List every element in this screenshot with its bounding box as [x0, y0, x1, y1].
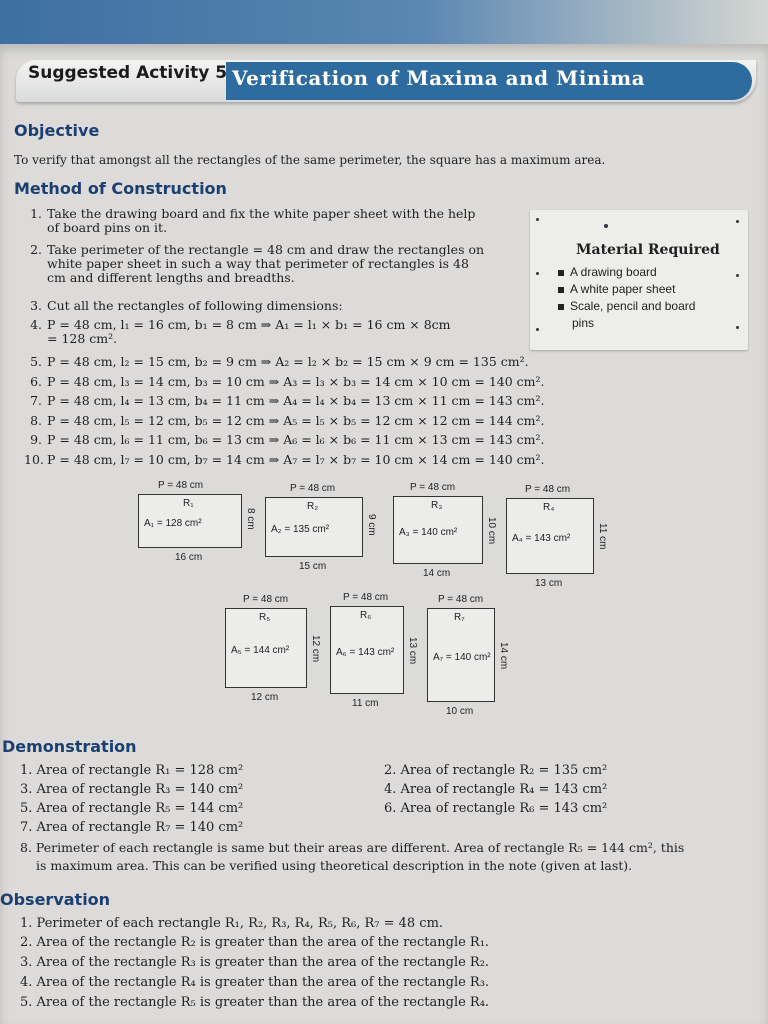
- step-number: 7.: [30, 393, 42, 408]
- rect-breadth-label: 9 cm: [366, 514, 377, 536]
- demonstration-heading: Demonstration: [2, 737, 137, 756]
- rect-name-label: R₆: [360, 610, 372, 621]
- material-heading: Material Required: [576, 242, 720, 258]
- rect-length-label: 11 cm: [352, 698, 379, 709]
- demo-point-8: 8. Perimeter of each rectangle is same but their areas are different. Area of rectangle R₅ = 144 cm², this: [20, 840, 685, 855]
- bullet-icon: [558, 270, 564, 276]
- method-heading: Method of Construction: [14, 179, 227, 198]
- method-step-line: [24, 452, 545, 468]
- step-number: 5.: [30, 354, 42, 369]
- step-text: Take perimeter of the rectangle = 48 cm and draw the rectangles on: [47, 242, 485, 257]
- pushpin-icon: [604, 224, 608, 228]
- demo-item: 2. Area of rectangle R₂ = 135 cm²: [384, 763, 608, 778]
- material-item-label: A white paper sheet: [570, 282, 676, 296]
- step-number: 1.: [30, 206, 42, 221]
- observation-heading: Observation: [0, 890, 111, 909]
- rect-perimeter-label: P = 48 cm: [343, 592, 389, 603]
- step-number: 4.: [30, 317, 42, 332]
- rect-name-label: R₅: [259, 612, 271, 623]
- demo-item: 5. Area of rectangle R₅ = 144 cm²: [20, 801, 244, 816]
- rect-area-label: A₆ = 143 cm²: [336, 647, 395, 658]
- step-text: of board pins on it.: [47, 220, 168, 235]
- method-step-line: [24, 354, 529, 370]
- demo-item: 7. Area of rectangle R₇ = 140 cm²: [20, 820, 244, 835]
- method-step-line: [24, 413, 545, 429]
- rect-length-label: 12 cm: [251, 692, 279, 703]
- step-number: 9.: [30, 432, 42, 447]
- method-step-line: [24, 374, 545, 390]
- pin-dot: [536, 218, 539, 221]
- pin-dot: [736, 220, 739, 223]
- step-text: Cut all the rectangles of following dimensions:: [47, 298, 343, 313]
- pin-dot: [536, 272, 539, 275]
- step-text: Take the drawing board and fix the white paper sheet with the help: [47, 206, 476, 221]
- step-text: white paper sheet in such a way that perimeter of rectangles is 48: [47, 256, 469, 271]
- demo-item: 6. Area of rectangle R₆ = 143 cm²: [384, 801, 608, 816]
- rect-length-label: 10 cm: [446, 706, 474, 717]
- step-text: P = 48 cm, l₅ = 12 cm, b₅ = 12 cm ⇒ A₅ = l₅ × b₅ = 12 cm × 12 cm = 144 cm².: [47, 413, 545, 428]
- step-text: = 128 cm².: [47, 331, 118, 346]
- observation-item: 4. Area of the rectangle R₄ is greater than the area of the rectangle R₃.: [20, 975, 490, 990]
- step-text: P = 48 cm, l₄ = 13 cm, b₄ = 11 cm ⇒ A₄ = l₄ × b₄ = 13 cm × 11 cm = 143 cm².: [47, 393, 545, 408]
- rect-breadth-label: 13 cm: [407, 637, 418, 665]
- pin-dot: [736, 326, 739, 329]
- rect-length-label: 13 cm: [535, 578, 563, 589]
- pin-dot: [536, 328, 539, 331]
- step-number: 8.: [30, 413, 42, 428]
- material-required-box: [530, 210, 748, 350]
- rect-perimeter-label: P = 48 cm: [410, 482, 456, 493]
- demo-item: 1. Area of rectangle R₁ = 128 cm²: [20, 763, 244, 778]
- rect-length-label: 14 cm: [423, 568, 451, 579]
- observation-item: 2. Area of the rectangle R₂ is greater than the area of the rectangle R₁.: [20, 935, 490, 950]
- step-number: 6.: [30, 374, 42, 389]
- demo-item: 4. Area of rectangle R₄ = 143 cm²: [384, 782, 608, 797]
- step-number: 2.: [30, 242, 42, 257]
- rect-breadth-label: 8 cm: [245, 508, 256, 530]
- page-title: Verification of Maxima and Minima: [232, 66, 646, 90]
- material-item: [558, 282, 675, 296]
- rect-perimeter-label: P = 48 cm: [158, 480, 204, 491]
- step-number: 10.: [24, 452, 44, 467]
- material-item-label: Scale, pencil and board: [570, 299, 696, 313]
- bullet-icon: [558, 304, 564, 310]
- rect-perimeter-label: P = 48 cm: [438, 594, 484, 605]
- method-step-line: [47, 331, 117, 347]
- step-text: P = 48 cm, l₂ = 15 cm, b₂ = 9 cm ⇒ A₂ = l₂ × b₂ = 15 cm × 9 cm = 135 cm².: [47, 354, 529, 369]
- method-step-line: [47, 270, 295, 286]
- rect-breadth-label: 14 cm: [498, 642, 509, 670]
- material-item: [558, 265, 657, 279]
- observation-item: 5. Area of the rectangle R₅ is greater than the area of the rectangle R₄.: [20, 995, 490, 1010]
- rect-name-label: R₃: [431, 500, 443, 511]
- method-step-line: [24, 298, 343, 314]
- rect-breadth-label: 10 cm: [486, 517, 497, 545]
- rect-area-label: A₇ = 140 cm²: [433, 652, 491, 663]
- rect-area-label: A₄ = 143 cm²: [512, 533, 571, 544]
- demo-item: 3. Area of rectangle R₃ = 140 cm²: [20, 782, 244, 797]
- rect-area-label: A₁ = 128 cm²: [144, 518, 202, 529]
- observation-item: 1. Perimeter of each rectangle R₁, R₂, R₃, R₄, R₅, R₆, R₇ = 48 cm.: [20, 916, 444, 931]
- observation-item: 3. Area of the rectangle R₃ is greater than the area of the rectangle R₂.: [20, 955, 490, 970]
- step-number: 3.: [30, 298, 42, 313]
- method-step-line: [24, 432, 545, 448]
- activity-label: Suggested Activity 5: [28, 63, 228, 83]
- method-step-line: [24, 393, 545, 409]
- objective-heading: Objective: [14, 121, 100, 140]
- rect-name-label: R₄: [543, 502, 555, 513]
- material-item: [558, 299, 695, 313]
- step-text: P = 48 cm, l₃ = 14 cm, b₃ = 10 cm ⇒ A₃ = l₃ × b₃ = 14 cm × 10 cm = 140 cm².: [47, 374, 545, 389]
- pin-dot: [736, 274, 739, 277]
- rect-perimeter-label: P = 48 cm: [243, 594, 289, 605]
- material-item: pins: [572, 316, 595, 330]
- rect-area-label: A₂ = 135 cm²: [271, 524, 330, 535]
- bullet-icon: [558, 287, 564, 293]
- step-text: cm and different lengths and breadths.: [47, 270, 295, 285]
- rect-length-label: 16 cm: [175, 552, 203, 563]
- material-item-label: A drawing board: [570, 265, 657, 279]
- step-text: P = 48 cm, l₇ = 10 cm, b₇ = 14 cm ⇒ A₇ = l₇ × b₇ = 10 cm × 14 cm = 140 cm².: [47, 452, 545, 467]
- objective-text: To verify that amongst all the rectangles of the same perimeter, the square has a maximum area.: [14, 153, 606, 167]
- rect-breadth-label: 12 cm: [310, 635, 321, 663]
- rect-name-label: R₇: [454, 612, 465, 623]
- rect-length-label: 15 cm: [299, 561, 327, 572]
- step-text: P = 48 cm, l₆ = 11 cm, b₆ = 13 cm ⇒ A₆ = l₆ × b₆ = 11 cm × 13 cm = 143 cm².: [47, 432, 545, 447]
- rect-name-label: R₁: [183, 498, 194, 509]
- step-text: P = 48 cm, l₁ = 16 cm, b₁ = 8 cm ⇒ A₁ = l₁ × b₁ = 16 cm × 8cm: [47, 317, 451, 332]
- rect-name-label: R₂: [307, 501, 319, 512]
- rect-area-label: A₃ = 140 cm²: [399, 527, 458, 538]
- method-step-line: [47, 220, 167, 236]
- rect-breadth-label: 11 cm: [597, 523, 608, 550]
- rect-perimeter-label: P = 48 cm: [525, 484, 571, 495]
- rect-perimeter-label: P = 48 cm: [290, 483, 336, 494]
- rect-area-label: A₅ = 144 cm²: [231, 645, 290, 656]
- demo-point-8: is maximum area. This can be verified using theoretical description in the note (given at last).: [36, 858, 633, 873]
